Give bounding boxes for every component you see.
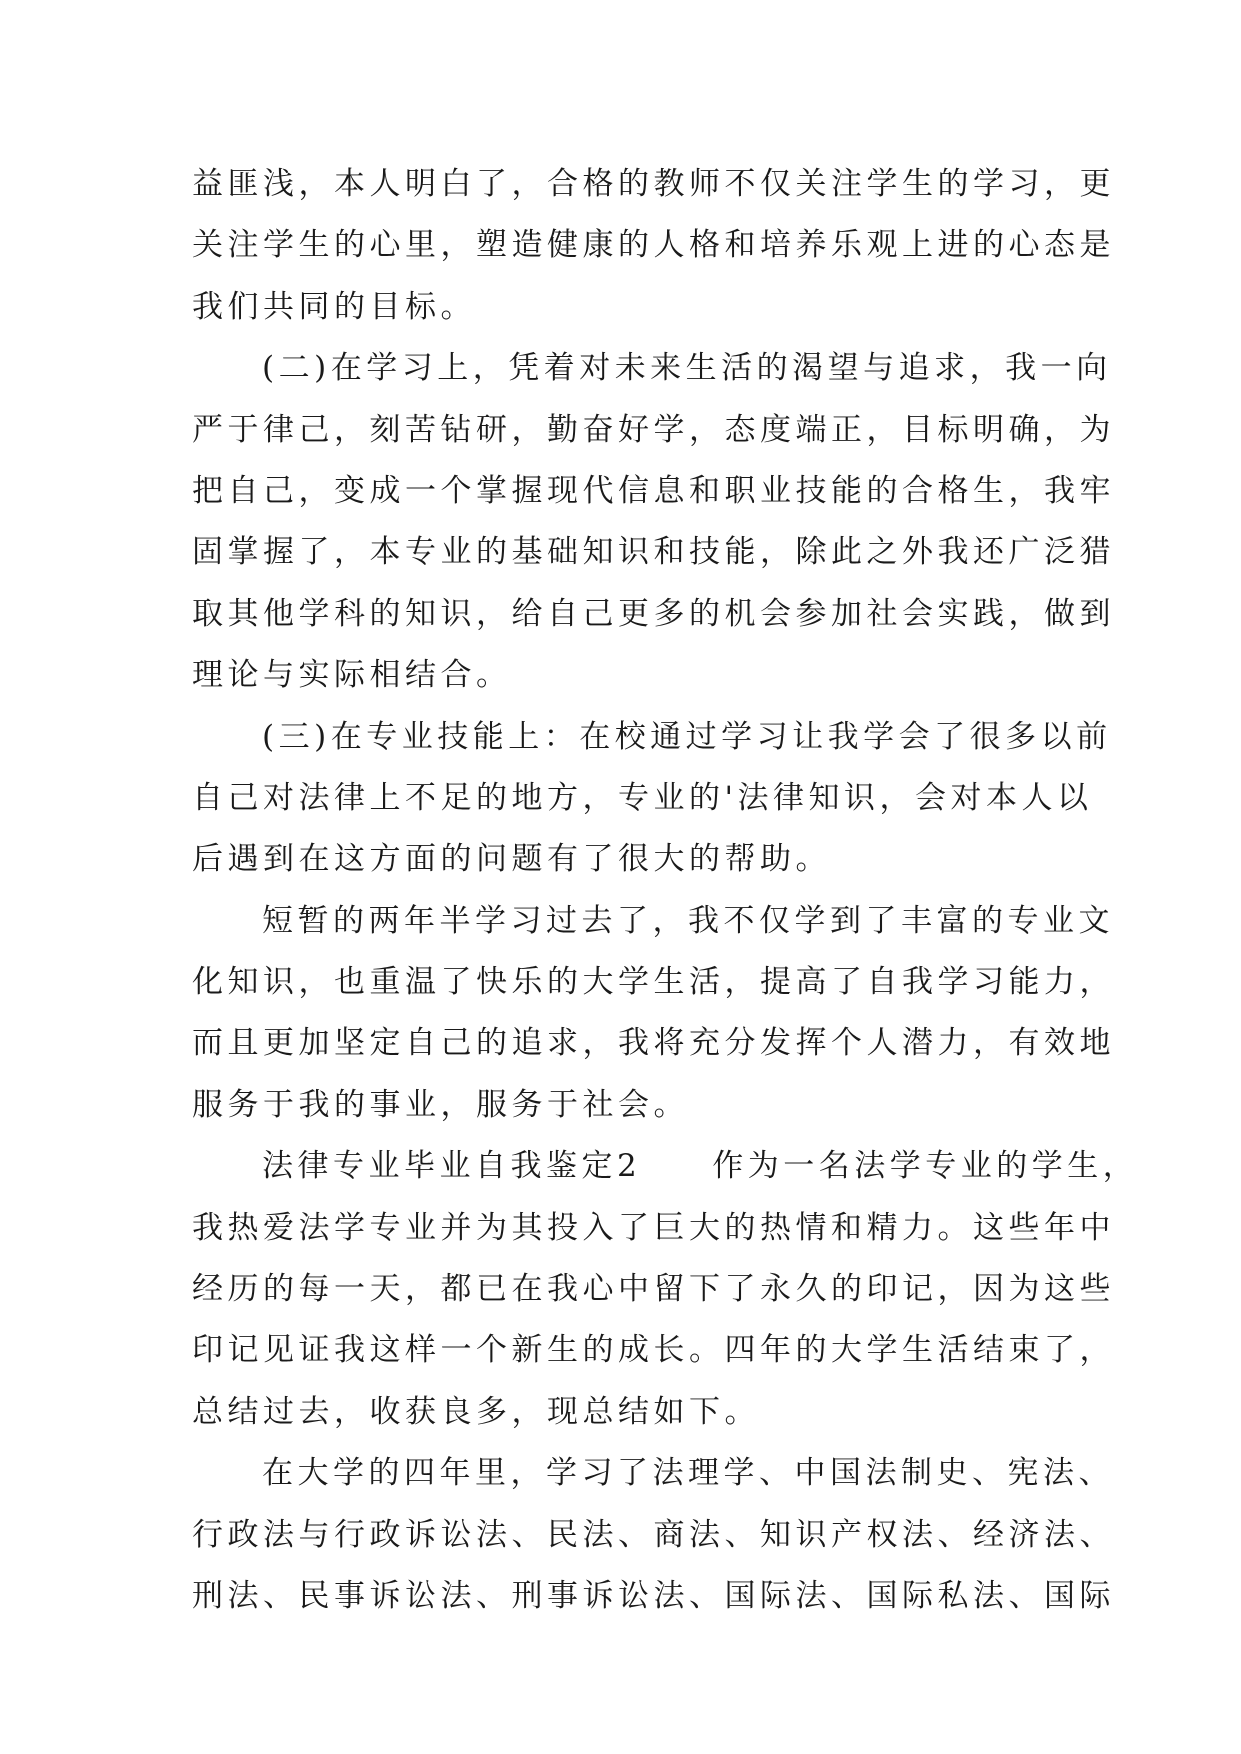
text-line: 严于律己，刻苦钻研，勤奋好学，态度端正，目标明确，为: [192, 411, 1115, 448]
text-line: 印记见证我这样一个新生的成长。四年的大学生活结束了，: [192, 1332, 1115, 1369]
text-line: 行政法与行政诉讼法、民法、商法、知识产权法、经济法、: [192, 1516, 1115, 1553]
text-line: 理论与实际相结合。: [192, 657, 512, 694]
text-line: 服务于我的事业，服务于社会。: [192, 1086, 689, 1123]
text-line: 经历的每一天，都已在我心中留下了永久的印记，因为这些: [192, 1271, 1115, 1308]
text-line: 取其他学科的知识，给自己更多的机会参加社会实践，做到: [192, 595, 1115, 632]
text-line: 而且更加坚定自己的追求，我将充分发挥个人潜力，有效地: [192, 1025, 1115, 1062]
text-line: 把自己，变成一个掌握现代信息和职业技能的合格生，我牢: [192, 472, 1115, 509]
text-line: 益匪浅，本人明白了，合格的教师不仅关注学生的学习，更: [192, 166, 1115, 202]
paragraph-first-line: (二)在学习上，凭着对未来生活的渴望与追求，我一向: [262, 350, 1112, 387]
text-line: 刑法、民事诉讼法、刑事诉讼法、国际法、国际私法、国际: [192, 1577, 1115, 1614]
paragraph-first-line: (三)在专业技能上：在校通过学习让我学会了很多以前: [262, 718, 1112, 755]
text-line: 固掌握了，本专业的基础知识和技能，除此之外我还广泛猎: [192, 534, 1115, 571]
paragraph-first-line: 法律专业毕业自我鉴定2 作为一名法学专业的学生，: [262, 1148, 1139, 1185]
text-line: 我们共同的目标。: [192, 288, 476, 325]
text-line: 总结过去，收获良多，现总结如下。: [192, 1393, 760, 1430]
text-line: 关注学生的心里，塑造健康的人格和培养乐观上进的心态是: [192, 227, 1115, 264]
text-line: 自己对法律上不足的地方，专业的'法律知识，会对本人以: [192, 779, 1093, 816]
text-line: 我热爱法学专业并为其投入了巨大的热情和精力。这些年中: [192, 1209, 1115, 1246]
text-line: 化知识，也重温了快乐的大学生活，提高了自我学习能力，: [192, 964, 1115, 1001]
body-text: [192, 154, 1139, 1627]
text-line: 后遇到在这方面的问题有了很大的帮助。: [192, 841, 831, 878]
paragraph-first-line: 在大学的四年里，学习了法理学、中国法制史、宪法、: [262, 1455, 1114, 1492]
paragraph-first-line: 短暂的两年半学习过去了，我不仅学到了丰富的专业文: [262, 902, 1114, 939]
